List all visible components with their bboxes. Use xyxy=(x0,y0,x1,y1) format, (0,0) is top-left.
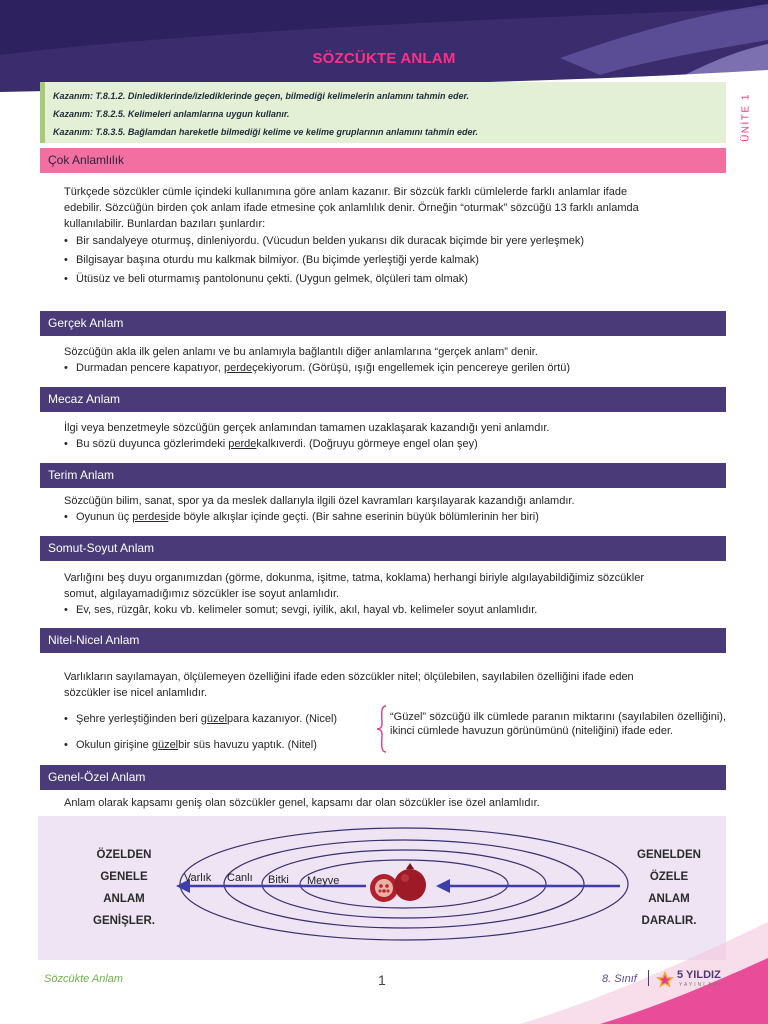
learning-outcomes-box xyxy=(40,82,726,143)
footer-wave xyxy=(0,900,768,1024)
grade-label: 8. Sınıf xyxy=(602,973,637,985)
section-header-nitel-nicel-anlam: Nitel-Nicel Anlam xyxy=(40,628,726,653)
outcome-item: Kazanım: T.8.3.5. Bağlamdan hareketle bilmediği kelime ve kelime gruplarının anlamını tahmin eder. xyxy=(53,127,478,137)
somut-soyut-body xyxy=(64,570,728,618)
cok-anlamlilik-body xyxy=(64,184,728,287)
left-caption: ÖZELDEN GENELE ANLAM GENİŞLER. xyxy=(93,849,155,927)
page-number: 1 xyxy=(378,972,386,988)
gercek-anlam-body xyxy=(64,344,728,376)
bullet-item: • Oyunun üç perdesi de böyle alkışlar içinde geçti. (Bir sahne eserinin büyük bölümlerinin her biri) xyxy=(64,511,539,523)
section-header-somut-soyut-anlam: Somut-Soyut Anlam xyxy=(40,536,726,561)
section-header-terim-anlam: Terim Anlam xyxy=(40,463,726,488)
bullet-item: • Okulun girişine güzel bir süs havuzu yaptık. (Nitel) xyxy=(64,739,317,751)
right-caption: GENELDEN ÖZELE ANLAM DARALIR. xyxy=(637,849,701,927)
footer-section-title: Sözcükte Anlam xyxy=(44,973,124,985)
bullet-item: • Ev, ses, rüzgâr, koku vb. kelimeler somut; sevgi, iyilik, akıl, hayal vb. kelimeler soyut anlamlıdır. xyxy=(64,604,538,616)
pomegranate-icon xyxy=(370,863,426,902)
ring-label-varlik: Varlık xyxy=(184,872,212,884)
underlined-word: perde xyxy=(228,438,257,450)
underlined-word: perdesi xyxy=(132,511,169,523)
paragraph-line: Sözcüğün bilim, sanat, spor ya da meslek dallarıyla ilgili özel kavramları karşılayarak kazandığı anlamdır. xyxy=(64,495,575,507)
genel-ozel-body: Anlam olarak kapsamı geniş olan sözcükler genel, kapsamı dar olan sözcükler ise özel anlamlıdır. xyxy=(64,797,540,809)
outcome-item: Kazanım: T.8.2.5. Kelimeleri anlamlarına uygun kullanır. xyxy=(53,109,290,119)
bullet-item: • Bir sandalyeye oturmuş, dinleniyordu. (Vücudun belden yukarısı dik duracak biçimde bir yere yerleşmek) xyxy=(64,235,585,247)
paragraph-line: edebilir. Sözcüğün birden çok anlam ifade etmesine çok anlamlılık denir. Örneğin “oturmak” sözcüğü 13 farklı anlamda xyxy=(64,202,639,214)
nitel-nicel-examples xyxy=(64,711,384,753)
underlined-word: güzel xyxy=(151,739,179,751)
paragraph-line: Sözcüğün akla ilk gelen anlamı ve bu anlamıyla bağlantılı diğer anlamlarına “gerçek anlam” denir. xyxy=(64,346,538,358)
footer-divider xyxy=(648,970,649,986)
terim-anlam-body xyxy=(64,493,728,525)
section-header-genel-ozel-anlam: Genel-Özel Anlam xyxy=(40,765,726,790)
outcome-item: Kazanım: T.8.1.2. Dinlediklerinde/izlediklerinde geçen, bilmediği kelimelerin anlamını tahmin eder. xyxy=(53,91,469,101)
paragraph-line: somut, algılayamadığımız sözcükler ise soyut anlamlıdır. xyxy=(64,588,340,600)
paragraph-line: Varlığını beş duyu organımızdan (görme, dokunma, işitme, tatma, koklama) herhangi biriyle algılayabildiğimiz sözcükler xyxy=(64,572,645,584)
curly-brace-icon xyxy=(376,704,390,754)
bullet-item: • Şehre yerleştiğinden beri güzel para kazanıyor. (Nicel) xyxy=(64,713,338,725)
paragraph-line: sözcükler ise nicel anlamlıdır. xyxy=(64,687,208,699)
bullet-item: • Durmadan pencere kapatıyor, perde çekiyorum. (Görüşü, ışığı engellemek için pencereye gerilen örtü) xyxy=(64,362,571,374)
bullet-item: • Ütüsüz ve beli oturmamış pantolonunu çekti. (Uygun gelmek, ölçüleri tam olmak) xyxy=(64,273,468,285)
nitel-nicel-body xyxy=(64,669,728,701)
bullet-item: • Bilgisayar başına oturdu mu kalkmak bilmiyor. (Bu biçimde yerleştiği yerde kalmak) xyxy=(64,254,479,266)
paragraph-line: İlgi veya benzetmeyle sözcüğün gerçek anlamından tamamen uzaklaşarak kazandığı yeni anlamdır. xyxy=(64,422,550,434)
bullet-item: • Bu sözü duyunca gözlerimdeki perde kalkıverdi. (Doğruyu görmeye engel olan şey) xyxy=(64,438,478,450)
mecaz-anlam-body xyxy=(64,420,728,452)
paragraph-line: Türkçede sözcükler cümle içindeki kullanımına göre anlam kazanır. Bir sözcük farklı cümlelerde farklı anlamlar ifade xyxy=(64,186,628,198)
ring-label-canli: Canlı xyxy=(227,872,253,884)
unit-label: ÜNİTE 1 xyxy=(740,93,752,142)
paragraph-line: kullanılabilir. Bunlardan bazıları şunlardır: xyxy=(64,218,266,230)
section-header-mecaz-anlam: Mecaz Anlam xyxy=(40,387,726,412)
ring-label-bitki: Bitki xyxy=(268,874,289,886)
arrow-right-head xyxy=(436,879,450,893)
section-header-cok-anlamlilik: Çok Anlamlılık xyxy=(40,148,726,173)
section-header-gercek-anlam: Gerçek Anlam xyxy=(40,311,726,336)
paragraph-line: Varlıkların sayılamayan, ölçülemeyen özelliğini ifade eden sözcükler nitel; ölçülebilen, sayılabilen özelliğini ifade eden xyxy=(64,671,634,683)
page-title: SÖZCÜKTE ANLAM xyxy=(312,50,456,67)
underlined-word: perde xyxy=(223,362,253,374)
publisher-logo: 5 YILDIZ YAYINLARI xyxy=(655,969,735,991)
ring-label-meyve: Meyve xyxy=(307,875,340,887)
underlined-word: güzel xyxy=(200,713,228,725)
star-icon xyxy=(655,970,675,988)
nitel-nicel-explanation: “Güzel” sözcüğü ilk cümlede paranın miktarını (sayılabilen özelliğini), ikinci cümlede havuzun görünümünü (niteliğini) ifade eder. xyxy=(390,711,726,737)
